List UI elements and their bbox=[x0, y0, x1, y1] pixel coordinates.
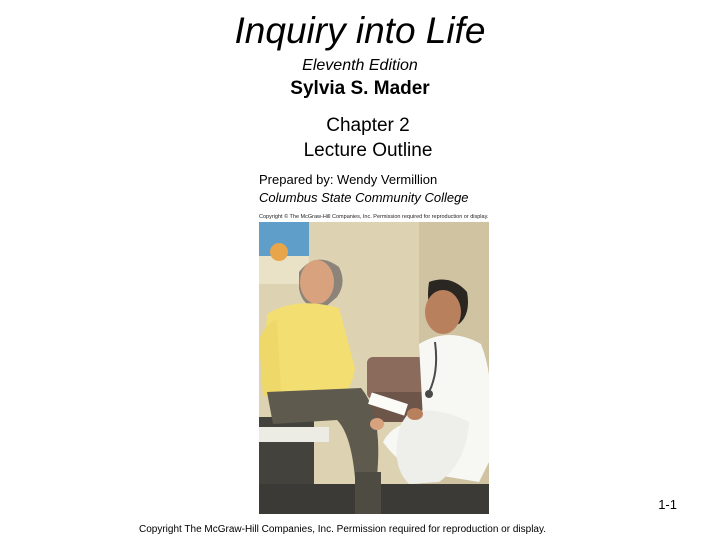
institution-text: Columbus State Community College bbox=[259, 190, 469, 205]
lecture-outline-heading: Lecture Outline bbox=[303, 140, 433, 161]
footer-copyright: Copyright The McGraw-Hill Companies, Inc. Permission required for reproduction or display. bbox=[139, 524, 547, 535]
wall-poster-bowl bbox=[270, 243, 288, 261]
author-name: Sylvia S. Mader bbox=[290, 78, 430, 99]
slide-number: 1-1 bbox=[658, 497, 677, 512]
edition-label: Eleventh Edition bbox=[302, 57, 418, 74]
prepared-by-text: Prepared by: Wendy Vermillion bbox=[259, 172, 438, 187]
doctor-patient-photo bbox=[259, 222, 489, 514]
chapter-heading: Chapter 2 bbox=[326, 115, 410, 136]
photo-copyright-text: Copyright © The McGraw-Hill Companies, Inc. Permission required for reproduction or display. bbox=[259, 214, 489, 220]
exam-table-paper bbox=[259, 427, 329, 442]
book-title: Inquiry into Life bbox=[234, 10, 486, 51]
